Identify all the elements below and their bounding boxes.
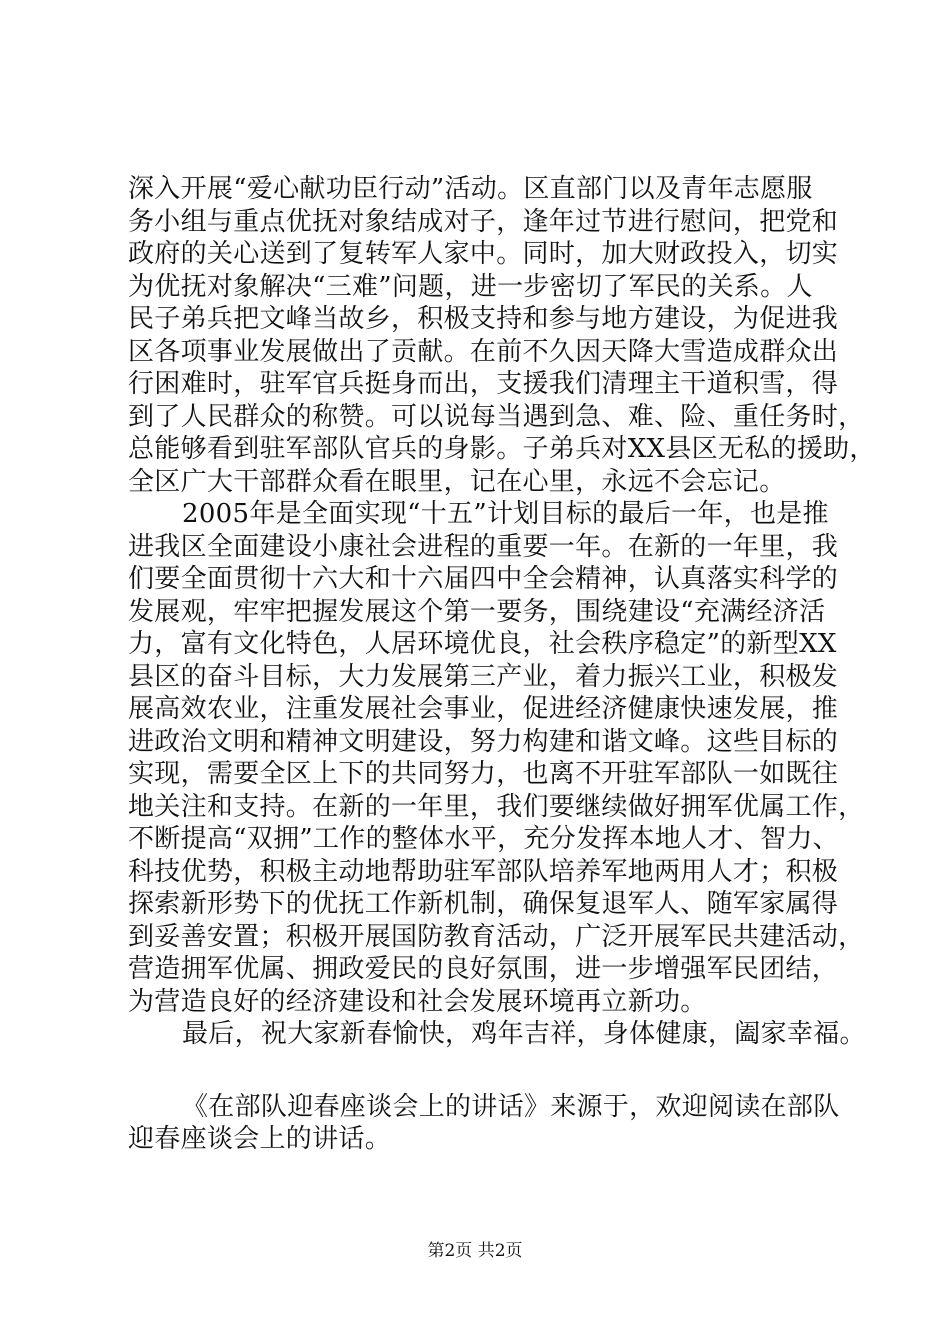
text-line: 迎春座谈会上的讲话。 (128, 1124, 392, 1154)
text-line: 县区的奋斗目标，大力发展第三产业，着力振兴工业，积极发 (128, 661, 839, 692)
text-line: 区各项事业发展做出了贡献。在前不久因天降大雪造成群众出 (128, 336, 839, 367)
text-line: 总能够看到驻军部队官兵的身影。子弟兵对XX县区无私的援助， (128, 434, 876, 464)
text-line: 行困难时，驻军官兵挺身而出，支援我们清理主干道积雪，得 (128, 369, 839, 399)
text-line: 们要全面贯彻十六大和十六届四中全会精神，认真落实科学的 (128, 564, 839, 594)
paragraph-3 (128, 1018, 866, 1051)
text-line: 科技优势，积极主动地帮助驻军部队培养军地两用人才；积极 (128, 856, 839, 887)
text-line: 全区广大干部群众看在眼里，记在心里，永远不会忘记。 (128, 466, 786, 497)
text-line: 进政治文明和精神文明建设，努力构建和谐文峰。这些目标的 (128, 726, 839, 757)
text-line: 营造拥军优属、拥政爱民的良好氛围，进一步增强军民团结， (128, 954, 839, 984)
text-line: 务小组与重点优抚对象结成对子，逢年过节进行慰问，把党和 (128, 206, 839, 237)
text-line: 力，富有文化特色，人居环境优良，社会秩序稳定”的新型XX (128, 629, 837, 659)
text-line: 政府的关心送到了复转军人家中。同时，加大财政投入，切实 (128, 239, 839, 269)
paragraph-1 (128, 173, 876, 498)
text-line: 发展观，牢牢把握发展这个第一要务，围绕建设“充满经济活 (128, 596, 826, 627)
text-line: 展高效农业，注重发展社会事业，促进经济健康快速发展，推 (128, 694, 839, 724)
text-line: 到妥善安置；积极开展国防教育活动，广泛开展军民共建活动， (128, 921, 865, 952)
paragraph-spacer (128, 1051, 854, 1091)
text-line: 《在部队迎春座谈会上的讲话》来源于，欢迎阅读在部队 (182, 1091, 840, 1122)
text-line: 地关注和支持。在新的一年里，我们要继续做好拥军优属工作， (128, 791, 865, 822)
paragraph-2 (128, 498, 865, 1018)
text-line: 为优抚对象解决“三难”问题，进一步密切了军民的关系。人 (128, 271, 813, 302)
text-line: 2005年是全面实现“十五”计划目标的最后一年，也是推 (182, 499, 829, 529)
text-line: 为营造良好的经济建设和社会发展环境再立新功。 (128, 986, 707, 1017)
paragraph-4 (128, 1091, 854, 1156)
text-line: 深入开展“爱心献功臣行动”活动。区直部门以及青年志愿服 (128, 174, 813, 204)
text-line: 进我区全面建设小康社会进程的重要一年。在新的一年里，我 (128, 531, 839, 562)
document-body (128, 173, 876, 1156)
page-number-footer: 第2页 共2页 (427, 1241, 523, 1261)
text-line: 到了人民群众的称赞。可以说每当遇到急、难、险、重任务时， (128, 401, 865, 432)
text-line: 实现，需要全区上下的共同努力，也离不开驻军部队一如既往 (128, 759, 839, 789)
text-line: 民子弟兵把文峰当故乡，积极支持和参与地方建设，为促进我 (128, 304, 839, 334)
text-line: 探索新形势下的优抚工作新机制，确保复退军人、随军家属得 (128, 889, 839, 919)
text-line: 最后，祝大家新春愉快，鸡年吉祥，身体健康，阖家幸福。 (182, 1019, 866, 1049)
text-line: 不断提高“双拥”工作的整体水平，充分发挥本地人才、智力、 (128, 824, 839, 854)
